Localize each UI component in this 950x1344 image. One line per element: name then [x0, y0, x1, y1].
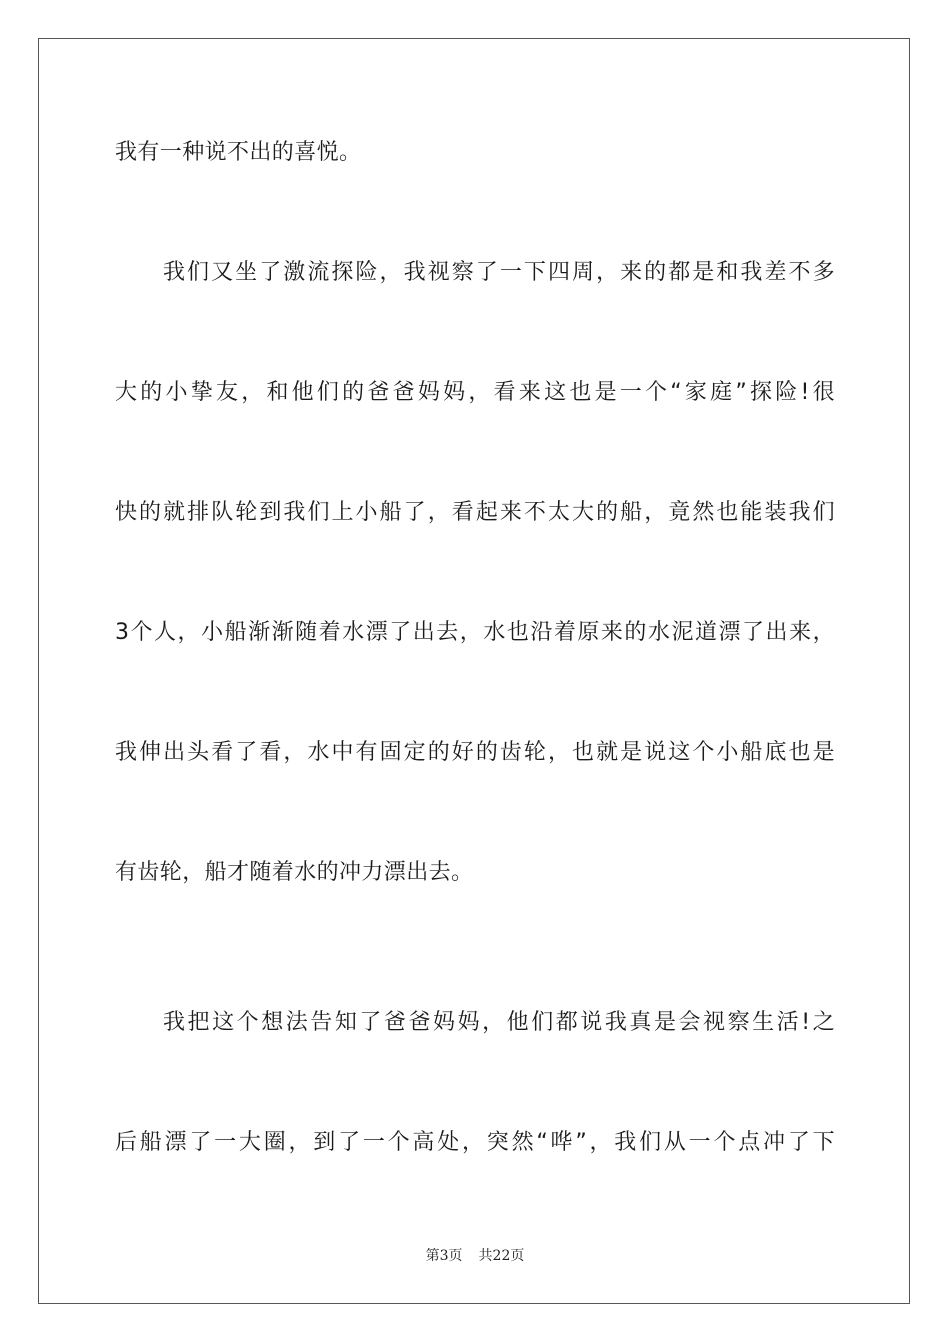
page-total: 共22页 — [478, 1248, 525, 1264]
text-line: 大的小挚友，和他们的爸爸妈妈，看来这也是一个“家庭”探险!很 — [115, 380, 835, 405]
text-line: 我伸出头看了看，水中有固定的好的齿轮，也就是说这个小船底也是 — [115, 740, 835, 765]
text-line: 有齿轮，船才随着水的冲力漂出去。 — [115, 860, 474, 885]
text-line: 快的就排队轮到我们上小船了，看起来不太大的船，竟然也能装我们 — [115, 500, 835, 525]
text-line: 3个人，小船渐渐随着水漂了出去，水也沿着原来的水泥道漂了出来， — [115, 620, 835, 645]
page-number: 第3页 — [425, 1248, 463, 1264]
page-border — [38, 38, 910, 1304]
paragraph-first-line: 我把这个想法告知了爸爸妈妈，他们都说我真是会视察生活!之 — [163, 1010, 835, 1035]
paragraph-first-line: 我们又坐了激流探险，我视察了一下四周，来的都是和我差不多 — [163, 260, 835, 285]
page-footer — [0, 1247, 950, 1265]
text-line: 我有一种说不出的喜悦。 — [115, 140, 362, 165]
text-line: 后船漂了一大圈，到了一个高处，突然“哗”，我们从一个点冲了下 — [115, 1130, 835, 1155]
